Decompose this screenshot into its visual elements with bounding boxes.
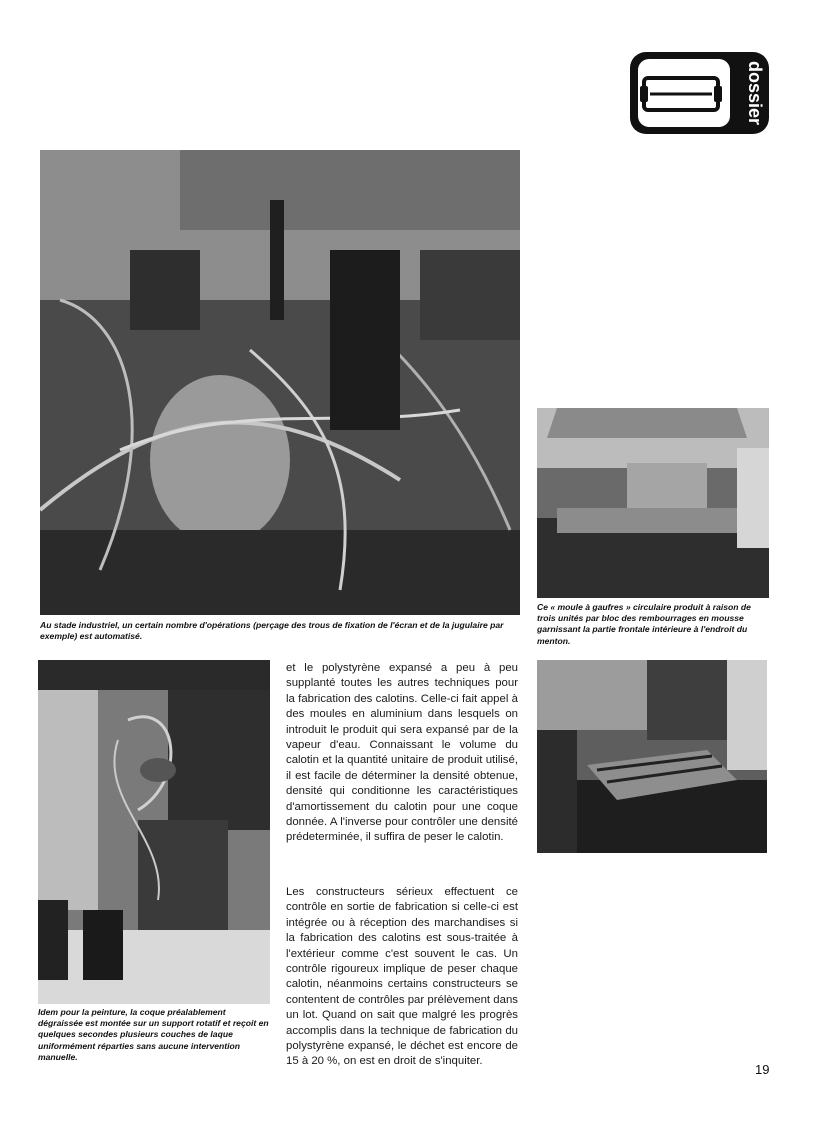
photo-waffle-mould bbox=[537, 408, 769, 598]
caption-photo2: Ce « moule à gaufres » circulaire produit à raison de trois unités par bloc des rembourrages en mousse garnissant la partie frontale intérieure à l'endroit du menton. bbox=[537, 602, 751, 646]
article-paragraph-1: et le polystyrène expansé a peu à peu supplanté toutes les autres techniques pour la fabrication des calotins. Celle-ci fait appel à des moules en aluminium dans lesquels on introduit le produit qui sera expansé par de la vapeur d'eau. Connaissant le volume du calotin et la quantité unitaire de produit utilisé, il est facile de déterminer la densité obtenue, densité qui conditionne les caractéristiques d'amortissement du calotin pour une coque donnée. A l'inverse pour contrôler une densité prédeterminée, il suffira de peser le calotin. bbox=[286, 662, 518, 844]
dossier-logo bbox=[628, 50, 771, 136]
caption-photo3: Idem pour la peinture, la coque préalablement dégraissée est montée sur un support rotatif et reçoit en quelques secondes plusieurs couches de laque uniformément réparties sans aucune intervention manuelle. bbox=[38, 1007, 269, 1062]
logo-text: dossier bbox=[745, 60, 765, 126]
caption-photo1: Au stade industriel, un certain nombre d'opérations (perçage des trous de fixation de l'écran et de la jugulaire par exemple) est automatisé. bbox=[40, 620, 504, 642]
article-paragraph-2: Les constructeurs sérieux effectuent ce contrôle en sortie de fabrication si celle-ci est intégrée ou à réception des marchandises si la fabrication des calotins est sous-traitée à l'extérieur comme c'est souvent le cas. Un contrôle rigoureux implique de peser chaque calotin, néanmoins certains constructeurs se contentent de contrôles par prélèvement dans un lot. Quand on sait que malgré les progrès accomplis dans la technique de fabrication du polystyrène expansé, le déchet est encore de 15 à 20 %, on est en droit de s'inquiter. bbox=[286, 886, 518, 1068]
photo-industrial-machinery bbox=[40, 150, 520, 615]
photo-moulding-machine bbox=[537, 660, 767, 853]
photo-painting-station bbox=[38, 660, 270, 1004]
page-number: 19 bbox=[755, 1062, 770, 1077]
